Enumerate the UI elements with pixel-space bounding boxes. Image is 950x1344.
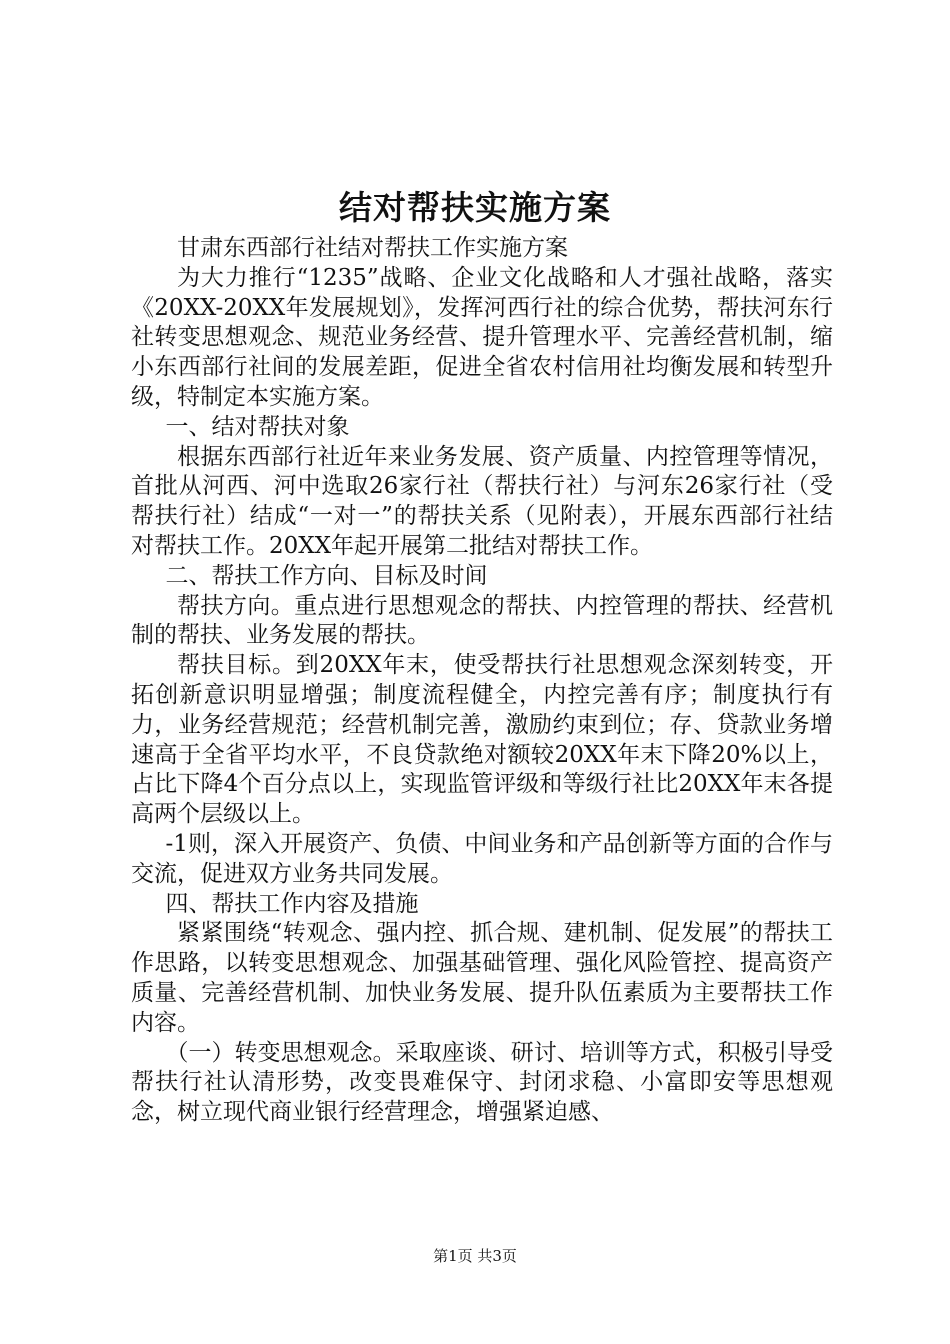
page-footer: 第1页 共3页: [433, 1247, 517, 1265]
section-heading-4: 四、帮扶工作内容及措施: [165, 890, 419, 917]
paragraph-cooperation: -1则，深入开展资产、负债、中间业务和产品创新等方面的合作与交流，促进双方业务共同发展。: [131, 830, 833, 887]
section-heading-2: 二、帮扶工作方向、目标及时间: [165, 562, 488, 589]
paragraph-subtitle: 甘肃东西部行社结对帮扶工作实施方案: [177, 235, 568, 261]
document-body: [131, 234, 833, 1128]
paragraph-measure-1: （一）转变思想观念。采取座谈、研讨、培训等方式，积极引导受帮扶行社认清形势，改变畏难保守、封闭求稳、小富即安等思想观念，树立现代商业银行经营理念，增强紧迫感、: [131, 1039, 833, 1126]
section-heading-1: 一、结对帮扶对象: [165, 413, 350, 440]
document-title: 结对帮扶实施方案: [339, 188, 611, 227]
paragraph-intro: 为大力推行“1235”战略、企业文化战略和人才强社战略，落实《20XX-20XX年发展规划》，发挥河西行社的综合优势，帮扶河东行社转变思想观念、规范业务经营、提升管理水平、完善经营机制，缩小东西部行社间的发展差距，促进全省农村信用社均衡发展和转型升级，特制定本实施方案。: [131, 264, 833, 410]
paragraph-goal: 帮扶目标。到20XX年末，使受帮扶行社思想观念深刻转变，开拓创新意识明显增强；制度流程健全，内控完善有序；制度执行有力，业务经营规范；经营机制完善，激励约束到位；存、贷款业务增速高于全省平均水平，不良贷款绝对额较20XX年末下降20%以上，占比下降4个百分点以上，实现监管评级和等级行社比20XX年末各提高两个层级以上。: [131, 652, 833, 828]
paragraph-section-1: 根据东西部行社近年来业务发展、资产质量、内控管理等情况，首批从河西、河中选取26家行社（帮扶行社）与河东26家行社（受帮扶行社）结成“一对一”的帮扶关系（见附表），开展东西部行社结对帮扶工作。20XX年起开展第二批结对帮扶工作。: [131, 443, 833, 559]
paragraph-section-4: 紧紧围绕“转观念、强内控、抓合规、建机制、促发展”的帮扶工作思路，以转变思想观念、加强基础管理、强化风险管控、提高资产质量、完善经营机制、加快业务发展、提升队伍素质为主要帮扶工作内容。: [131, 920, 833, 1036]
paragraph-direction: 帮扶方向。重点进行思想观念的帮扶、内控管理的帮扶、经营机制的帮扶、业务发展的帮扶。: [131, 592, 833, 649]
